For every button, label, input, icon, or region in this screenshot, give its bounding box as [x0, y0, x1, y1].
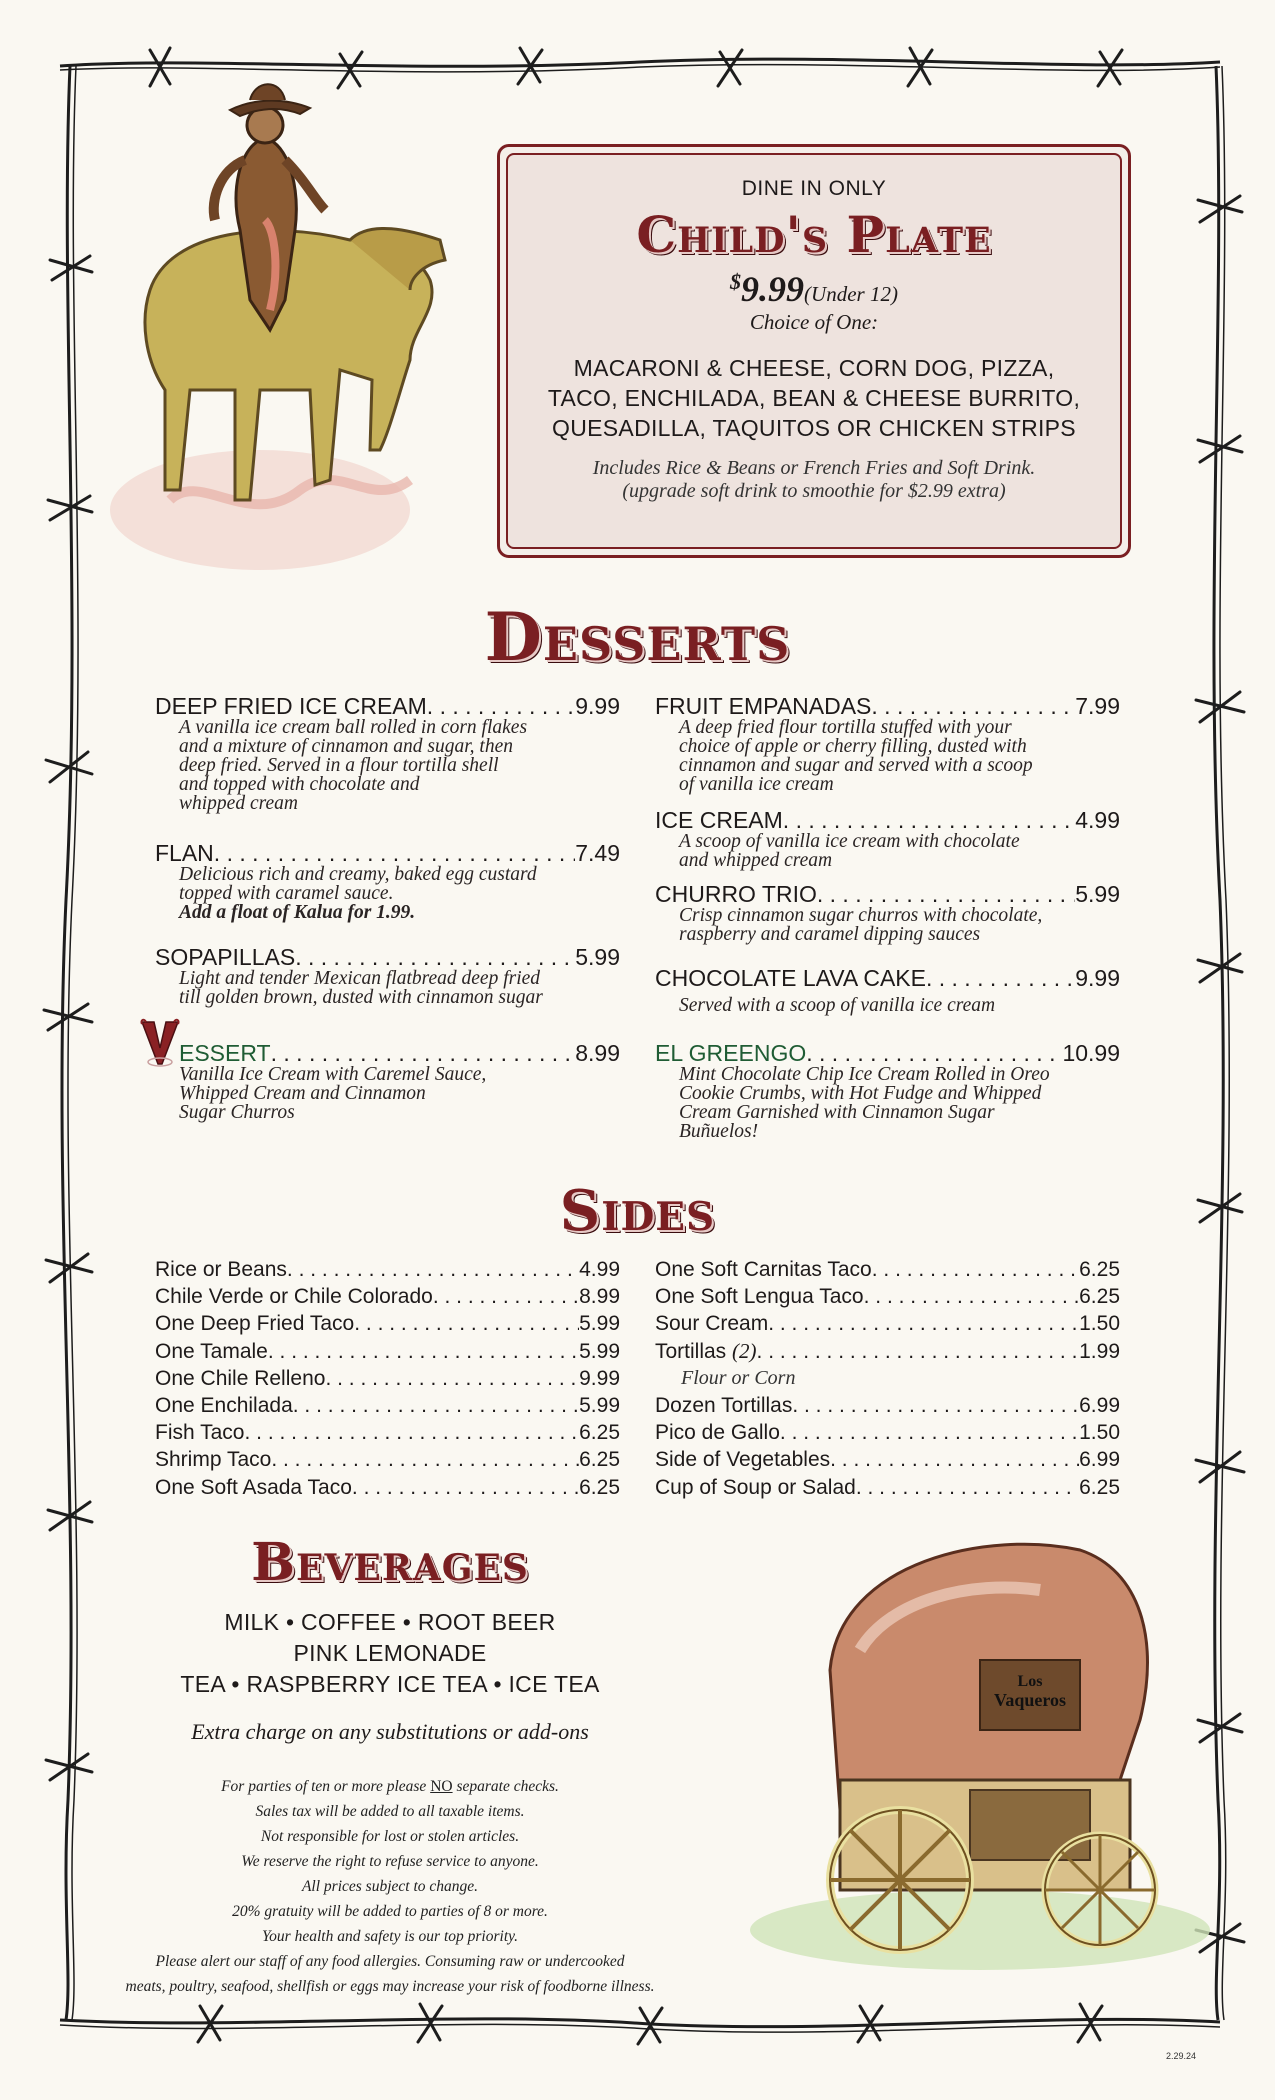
item-description: [655, 718, 1120, 794]
item-price: 1.50: [1079, 1312, 1120, 1336]
dessert-item: [155, 945, 620, 1007]
item-price: 10.99: [1062, 1040, 1120, 1066]
wagon-sign-line1: Los: [1017, 1673, 1043, 1690]
options-line: TACO, ENCHILADA, BEAN & CHEESE BURRITO,: [547, 385, 1081, 411]
item-name: ESSERT: [179, 1040, 271, 1066]
beverage-line: MILK • COFFEE • ROOT BEER: [224, 1609, 556, 1635]
item-name: Tortillas: [655, 1339, 727, 1363]
side-item: [155, 1283, 620, 1310]
desc-line: Crisp cinnamon sugar churros with chocolate,: [679, 905, 1043, 926]
desc-line: and topped with chocolate and: [179, 774, 420, 795]
desc-line: Cookie Crumbs, with Hot Fudge and Whipped: [679, 1083, 1042, 1104]
childs-plate-age-note: (Under 12): [804, 282, 898, 306]
item-name: Chile Verde or Chile Colorado: [155, 1285, 433, 1309]
leader-dots: [792, 1392, 1079, 1419]
sides-right-column: [655, 1256, 1120, 1501]
note-text: For parties of ten or more please: [221, 1778, 431, 1795]
side-item: [155, 1446, 620, 1473]
leader-dots: [780, 1419, 1079, 1446]
side-item: [655, 1392, 1120, 1419]
side-item: [655, 1446, 1120, 1473]
item-price: 5.99: [575, 944, 620, 970]
dessert-item: [655, 966, 1120, 1015]
desc-line: Buñuelos!: [679, 1121, 759, 1142]
leader-dots: [245, 1419, 580, 1446]
side-item: [155, 1419, 620, 1446]
wagon-sign-line2: Vaqueros: [993, 1690, 1067, 1710]
price-dollar-sign: $: [730, 269, 742, 294]
item-description: [655, 1065, 1120, 1141]
side-item: [655, 1474, 1120, 1501]
leader-dots: [427, 694, 575, 718]
dine-in-only-label: DINE IN ONLY: [741, 177, 887, 200]
desc-line: Vanilla Ice Cream with Caremel Sauce,: [179, 1064, 487, 1085]
item-name: DEEP FRIED ICE CREAM: [155, 693, 427, 719]
desserts-title: Desserts: [484, 598, 791, 676]
leader-dots: [871, 694, 1075, 718]
desc-line: topped with caramel sauce.: [179, 883, 394, 904]
side-item: [655, 1256, 1120, 1283]
leader-dots: [872, 1256, 1079, 1283]
side-item: [155, 1256, 620, 1283]
item-price: 6.25: [1079, 1258, 1120, 1281]
item-description: [155, 1065, 620, 1122]
leader-dots: [926, 966, 1075, 990]
item-name: One Chile Relleno: [155, 1366, 326, 1390]
leader-dots: [293, 1392, 579, 1419]
desc-line: choice of apple or cherry filling, dusted with: [679, 736, 1027, 757]
desc-line: Delicious rich and creamy, baked egg custard: [179, 864, 537, 885]
item-price: 7.99: [1075, 693, 1120, 719]
item-price: 5.99: [579, 1339, 620, 1363]
dessert-item: [655, 694, 1120, 794]
note-line: We reserve the right to refuse service to anyone.: [241, 1853, 539, 1870]
side-item: [155, 1310, 620, 1337]
note-line: Your health and safety is our top priority.: [261, 1928, 519, 1945]
side-item: [155, 1365, 620, 1392]
item-price: 6.25: [579, 1448, 620, 1472]
extra-charge-note: Extra charge on any substitutions or add-ons: [191, 1719, 589, 1744]
tortilla-choice-note: Flour or Corn: [681, 1366, 796, 1389]
leader-dots: [864, 1283, 1080, 1310]
item-name: One Enchilada: [155, 1394, 293, 1418]
side-item: [655, 1310, 1120, 1337]
leader-dots: [268, 1338, 579, 1365]
note-line: All prices subject to change.: [301, 1878, 479, 1895]
desc-line: and whipped cream: [679, 850, 833, 871]
desc-line: of vanilla ice cream: [679, 774, 834, 795]
leader-dots: [768, 1310, 1079, 1337]
leader-dots: [806, 1041, 1062, 1065]
dessert-item: [155, 841, 620, 922]
item-price: 9.99: [575, 693, 620, 719]
leader-dots: [830, 1446, 1079, 1473]
item-price: 8.99: [579, 1285, 620, 1309]
item-name: Side of Vegetables: [655, 1448, 831, 1472]
note-text: separate checks.: [452, 1778, 559, 1795]
childs-plate-options: [508, 353, 1120, 443]
desc-line: whipped cream: [179, 793, 298, 814]
item-description: [155, 969, 620, 1007]
leader-dots: [295, 945, 575, 969]
leader-dots: [271, 1446, 579, 1473]
options-line: QUESADILLA, TAQUITOS OR CHICKEN STRIPS: [552, 415, 1076, 441]
desc-line: A vanilla ice cream ball rolled in corn flakes: [179, 717, 528, 738]
item-name: One Deep Fried Taco: [155, 1312, 355, 1336]
item-name: Cup of Soup or Salad: [655, 1475, 856, 1499]
item-price: 5.99: [579, 1394, 620, 1418]
childs-plate-includes: [508, 457, 1120, 503]
side-item: [155, 1338, 620, 1365]
options-line: MACARONI & CHEESE, CORN DOG, PIZZA,: [573, 355, 1055, 381]
desc-line: and a mixture of cinnamon and sugar, then: [179, 736, 514, 757]
childs-plate-price-line: [508, 268, 1120, 310]
item-price: 7.49: [575, 840, 620, 866]
item-price: 1.99: [1079, 1339, 1120, 1363]
item-price: 1.50: [1079, 1421, 1120, 1445]
leader-dots: [817, 882, 1075, 906]
desc-line: Served with a scoop of vanilla ice cream: [679, 995, 996, 1016]
note-line: Please alert our staff of any food allergies. Consuming raw or undercooked: [155, 1953, 625, 1970]
policy-notes: [80, 1774, 700, 1999]
item-description: [655, 996, 1120, 1015]
leader-dots: [352, 1474, 579, 1501]
item-name: ICE CREAM: [655, 807, 783, 833]
dessert-item: [655, 1041, 1120, 1141]
item-name: Dozen Tortillas: [655, 1394, 793, 1418]
item-name: SOPAPILLAS: [155, 944, 296, 970]
item-name: One Soft Asada Taco: [155, 1475, 352, 1499]
childs-plate-title: Child's Plate: [636, 205, 992, 264]
desc-line: A scoop of vanilla ice cream with chocolate: [679, 831, 1020, 852]
leader-dots: [214, 841, 575, 865]
item-price: 9.99: [579, 1366, 620, 1390]
leader-dots: [271, 1041, 576, 1065]
item-price: 6.25: [1079, 1285, 1120, 1309]
dessert-item: [655, 808, 1120, 870]
item-price: 6.25: [579, 1421, 620, 1445]
beverage-line: TEA • RASPBERRY ICE TEA • ICE TEA: [180, 1671, 600, 1697]
desc-line: raspberry and caramel dipping sauces: [679, 924, 981, 945]
item-name: Shrimp Taco: [155, 1448, 272, 1472]
dessert-item: [655, 882, 1120, 944]
leader-dots: [856, 1474, 1079, 1501]
desc-line: Whipped Cream and Cinnamon: [179, 1083, 426, 1104]
note-line: Not responsible for lost or stolen articles.: [260, 1828, 520, 1845]
item-price: 4.99: [579, 1258, 620, 1281]
item-description: [655, 832, 1120, 870]
note-line: [80, 1774, 700, 1799]
item-price: 9.99: [1075, 965, 1120, 991]
item-name: One Tamale: [155, 1339, 268, 1363]
desc-line: till golden brown, dusted with cinnamon sugar: [179, 987, 543, 1008]
kalua-addon: Add a float of Kalua for 1.99.: [179, 902, 416, 923]
leader-dots: [287, 1256, 579, 1283]
item-price: 5.99: [1075, 881, 1120, 907]
covered-wagon-illustration: [740, 1520, 1220, 1980]
leader-dots: [757, 1338, 1080, 1365]
leader-dots: [433, 1283, 579, 1310]
item-name: FLAN: [155, 840, 214, 866]
dessert-item: [155, 694, 620, 813]
childs-plate-price: 9.99: [741, 269, 805, 309]
item-name: Fish Taco: [155, 1421, 245, 1445]
item-price: 5.99: [579, 1312, 620, 1336]
item-description: [155, 718, 620, 813]
side-item: [655, 1283, 1120, 1310]
item-price: 8.99: [575, 1040, 620, 1066]
beverage-line: PINK LEMONADE: [293, 1640, 487, 1666]
childs-plate-panel: [497, 144, 1131, 558]
item-price: 6.99: [1079, 1394, 1120, 1418]
desc-line: Cream Garnished with Cinnamon Sugar: [679, 1102, 995, 1123]
item-name: Sour Cream: [655, 1312, 769, 1336]
item-name: Rice or Beans: [155, 1258, 287, 1281]
side-item: [155, 1474, 620, 1501]
side-item: [655, 1338, 1120, 1365]
note-emphasis: NO: [430, 1778, 453, 1795]
beverage-list: [140, 1607, 640, 1700]
sides-left-column: [155, 1256, 620, 1501]
dessert-item: [155, 1041, 620, 1122]
item-name: CHURRO TRIO: [655, 881, 817, 907]
item-description: [155, 865, 620, 922]
beverages-title: Beverages: [251, 1532, 529, 1593]
note-line: 20% gratuity will be added to parties of 8 or more.: [232, 1903, 548, 1920]
desc-line: A deep fried flour tortilla stuffed with your: [679, 717, 1012, 738]
desc-line: Light and tender Mexican flatbread deep fried: [179, 968, 541, 989]
item-name: Pico de Gallo: [655, 1421, 780, 1445]
item-name: One Soft Lengua Taco: [655, 1285, 864, 1309]
item-price: 6.25: [1079, 1475, 1120, 1499]
side-item: [655, 1419, 1120, 1446]
desc-line: deep fried. Served in a flour tortilla shell: [179, 755, 499, 776]
item-name: EL GREENGO: [655, 1040, 807, 1066]
item-name: CHOCOLATE LAVA CAKE: [655, 965, 926, 991]
desc-line: cinnamon and sugar and served with a scoop: [679, 755, 1033, 776]
note-line: Sales tax will be added to all taxable items.: [255, 1803, 525, 1820]
includes-line: (upgrade soft drink to smoothie for $2.99 extra): [622, 480, 1006, 502]
leader-dots: [325, 1365, 579, 1392]
side-item: [155, 1392, 620, 1419]
leader-dots: [354, 1310, 579, 1337]
item-price: 4.99: [1075, 807, 1120, 833]
item-name: One Soft Carnitas Taco: [655, 1258, 872, 1281]
sides-title: Sides: [559, 1178, 716, 1244]
date-code: 2.29.24: [1166, 2051, 1197, 2061]
item-quantity: (2): [732, 1338, 757, 1363]
includes-line: Includes Rice & Beans or French Fries and Soft Drink.: [592, 457, 1036, 479]
desc-line: Sugar Churros: [179, 1102, 295, 1123]
item-price: 6.25: [579, 1475, 620, 1499]
cowboy-on-horse-illustration: [110, 30, 470, 590]
note-line: meats, poultry, seafood, shellfish or eggs may increase your risk of foodborne illness.: [125, 1978, 655, 1995]
item-name: FRUIT EMPANADAS: [655, 693, 872, 719]
item-price: 6.99: [1079, 1448, 1120, 1472]
item-description: [655, 906, 1120, 944]
desc-line: Mint Chocolate Chip Ice Cream Rolled in Oreo: [679, 1064, 1050, 1085]
choice-label: Choice of One:: [749, 310, 879, 334]
leader-dots: [783, 808, 1075, 832]
